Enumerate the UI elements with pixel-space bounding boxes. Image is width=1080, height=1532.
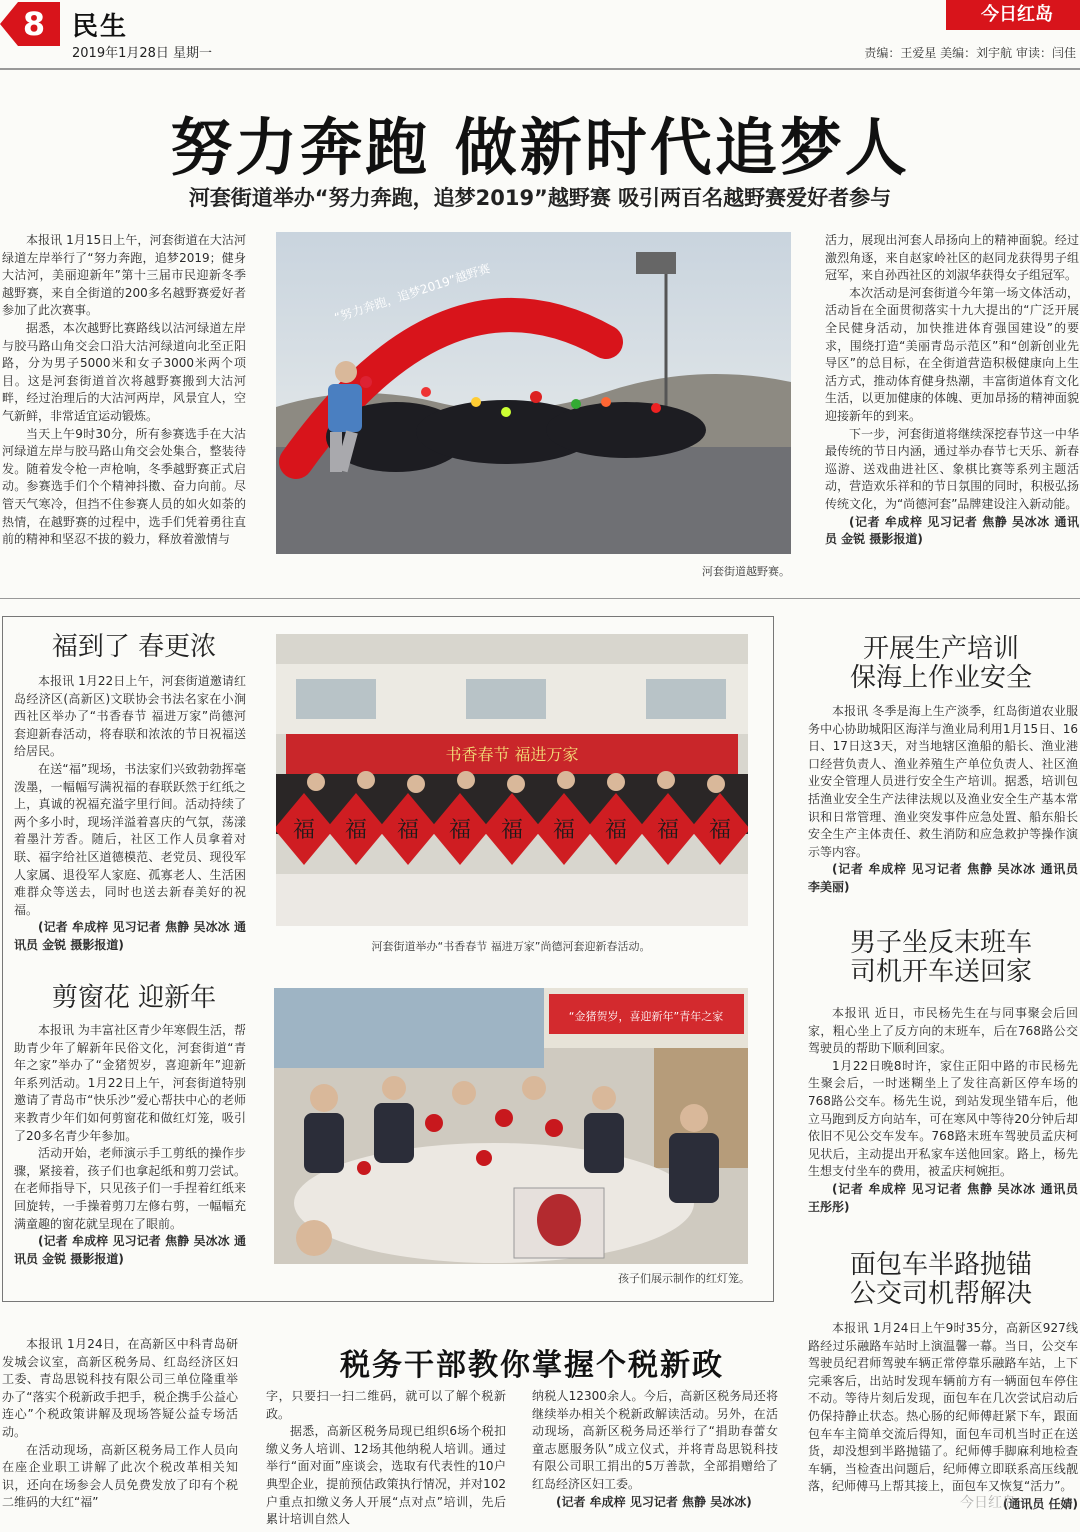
tax-paragraph: 在活动现场，高新区税务局工作人员向在座企业职工讲解了此次个税改革相关知识，还向在场参会人员免费发放了印有个税二维码的大红“福”: [2, 1442, 238, 1510]
header-rule: [0, 68, 1080, 70]
lead-paragraph: 当天上午9时30分，所有参赛选手在大沽河绿道左岸与胶马路山角交会处集合，整装待发。随着发令枪一声枪响，冬季越野赛正式启动。参赛选手们个个精神抖擞、奋力向前。尽管天气寒冷，但挡不住参赛人员的如火如荼的热情，在越野赛的过程中，选手们凭着勇往直前的精神和坚忍不拔的毅力，释放着激情与: [2, 426, 246, 547]
van-paragraph: 本报讯 1月24日上午9时35分，高新区927线路经过乐融路车站时上演温馨一幕。当日，公交车驾驶员纪君师驾驶车辆正常停靠乐融路车站，上下完乘客后，出站时发现车辆前方有一辆面包车停住不动。等待片刻后发现，面包车在几次尝试启动后仍保持静止状态。热心肠的纪师傅赶紧下车，跟面包车车主简单交流后得知，面包车司机当时正在送货，却没想到半路抛锚了。纪师傅手脚麻利地检查车辆，当检查出问题后，纪师傅立即联系高压线靓落，纪师傅马上帮其接上，面包车又恢复“活力”。: [808, 1321, 1078, 1494]
fu-character: 福: [344, 818, 368, 843]
lead-column-left: [2, 232, 246, 584]
tax-paragraph: 本报讯 1月24日，在高新区中科青岛研发城会议室，高新区税务局、红岛经济区妇工委、青岛思锐科技有限公司三单位隆重举办了“落实个税新政手把手，税企携手公益心连心”个税政策讲解及现场答疑公益专场活动。: [2, 1337, 238, 1439]
arch-banner-text: “努力奔跑，追梦2019”越野赛: [332, 261, 492, 325]
calligraphy-photo-caption: 河套街道举办“书香春节 福进万家”尚德河套迎新春活动。: [371, 940, 651, 953]
tax-column-1: [2, 1336, 238, 1530]
section-divider: [0, 598, 1080, 599]
van-byline: (通讯员 任婧): [1002, 1496, 1078, 1511]
tax-column-2: [266, 1388, 506, 1530]
bus-paragraph: 1月22日晚8时许，家住正阳中路的市民杨先生聚会后，一时迷糊坐上了发往高新区停车场的768路公交车。杨先生说，到站发现坐错车后，他立马跑到反方向站车，可在寒风中等待20分钟后却依旧不见公交车发车。768路末班车驾驶员孟庆柯见状后，主动提出开私家车送他回家。路上，杨先生想支付坐车的费用，被孟庆柯婉拒。: [808, 1058, 1078, 1179]
fu-character: 福: [448, 818, 472, 843]
fu-paragraph: 本报讯 1月22日上午，河套街道邀请红岛经济区(高新区)文联协会书法名家在小涧西社区举办了“书香春节 福进万家”尚德河套迎新春活动，将春联和浓浓的节日祝福送给居民。: [14, 674, 246, 759]
fishing-paragraph: 本报讯 冬季是海上生产淡季，红岛街道农业服务中心协助城阳区海洋与渔业局利用1月15日、16日、17日这3天，对当地辖区渔船的船长、渔业港口经营负责人、渔业养殖生产单位负责人、社区渔业安全管理人员进行安全生产培训。据悉，培训包括渔业安全生产法律法规以及渔业安全生产基本常识和日常管理、渔业突发事件应急处置、船东船长安全生产主体责任、救生消防和应急救护等操作演示等内容。: [808, 704, 1078, 859]
fu-character: 福: [552, 818, 576, 843]
van-story-body: [808, 1320, 1078, 1530]
lead-byline: (记者 牟成梓 见习记者 焦静 吴冰冰 通讯员 金锐 摄影报道): [825, 514, 1079, 547]
calligraphy-photo: [276, 634, 748, 926]
fu-story-body: [14, 673, 246, 955]
lead-paragraph: 本报讯 1月15日上午，河套街道在大沽河绿道左岸举行了“努力奔跑，追梦2019；健身大沽河，美丽迎新年”第十三届市民迎新冬季越野赛，来自全街道的200多名越野赛爱好者参加了此次赛事。: [2, 233, 246, 318]
brand-logo: 今日红岛: [954, 0, 1080, 30]
tax-story-title: 税务干部教你掌握个税新政: [340, 1348, 724, 1383]
watermark: 今日红岛: [960, 1495, 1016, 1511]
papercut-photo-caption: 孩子们展示制作的红灯笼。: [618, 1272, 750, 1285]
lead-paragraph: 本次活动是河套街道今年第一场文体活动，活动旨在全面贯彻落实十九大提出的“广泛开展全民健身活动，加快推进体育强国建设”的要求，围绕打造“美丽青岛示范区”和“创新创业先导区”的总目标，在全街道营造积极健康向上生活方式，推动体育健身热潮，丰富街道体育文化生活，以更加健康的体魄、更加昂扬的精神面貌迎接新年的到来。: [825, 285, 1079, 423]
calligraphy-banner-text: 书香春节 福进万家: [445, 745, 579, 764]
fu-character: 福: [500, 818, 524, 843]
lead-paragraph: 下一步，河套街道将继续深挖春节这一中华最传统的节日内涵，通过举办春节七天乐、新春巡游、送戏曲进社区、象棋比赛等系列主题活动，营造欢乐祥和的节日氛围的同时，积极弘扬传统文化，为“尚德河套”品牌建设注入新动能。: [825, 426, 1079, 511]
fu-character: 福: [708, 818, 732, 843]
fu-character: 福: [656, 818, 680, 843]
issue-date: 2019年1月28日 星期一: [72, 46, 213, 61]
lead-paragraph: 据悉，本次越野比赛路线以沽河绿道左岸与胶马路山角交会口沿大沽河绿道向北至正阳路，分为男子5000米和女子3000米两个项目。这是河套街道首次将越野赛搬到大沽河畔，经过治理后的大沽河两岸，风景宜人，空气新鲜，非常适宜运动锻炼。: [2, 320, 246, 423]
papercut-photo-illustration: [274, 988, 748, 1264]
race-photo-caption: 河套街道越野赛。: [702, 565, 790, 578]
section-name: 民生: [72, 12, 129, 42]
fu-byline: (记者 牟成梓 见习记者 焦静 吴冰冰 通讯员 金锐 摄影报道): [14, 920, 246, 952]
fu-character: 福: [292, 818, 316, 843]
fishing-story-body: [808, 703, 1078, 897]
fu-paragraph: 在送“福”现场，书法家们兴致勃勃挥毫泼墨，一幅幅写满祝福的春联跃然于红纸之上，真诚的祝福充溢字里行间。活动持续了两个多小时，现场洋溢着喜庆的气氛，荡漾着墨汁芳香。随后，社区工作人员拿着对联、福字给社区道德模范、老党员、现役军人家属、退役军人家庭、孤寡老人、生活困难群众等送去，同时也送去新春美好的祝福。: [14, 761, 246, 917]
calligraphy-photo-illustration: [276, 634, 748, 926]
van-title-line2: 公交司机帮解决: [849, 1279, 1032, 1309]
fu-character: 福: [396, 818, 420, 843]
papercut-banner-text: “金猪贺岁，喜迎新年”青年之家: [568, 1010, 724, 1023]
van-title-line1: 面包车半路抛锚: [849, 1250, 1032, 1280]
fu-story-title: 福到了 春更浓: [51, 632, 217, 662]
lead-column-right: [825, 232, 1079, 584]
paper-paragraph: 活动开始，老师演示手工剪纸的操作步骤，紧接着，孩子们也拿起纸和剪刀尝试。在老师指导下，只见孩子们一手捏着红纸来回旋转，一手操着剪刀左修右剪，一幅幅充满童趣的窗花就呈现在了眼前。: [14, 1146, 246, 1231]
bus-title-line1: 男子坐反末班车: [849, 928, 1032, 958]
tax-paragraph: 据悉，高新区税务局现已组织6场个税扣缴义务人培训、12场其他纳税人培训。通过举行“面对面”座谈会，选取有代表性的10户典型企业，提前预估政策执行情况，并对102户重点扣缴义务人开展“点对点”培训，先后累计培训自然人: [266, 1424, 506, 1527]
fishing-title-line1: 开展生产培训: [862, 634, 1019, 664]
bus-title-line2: 司机开车送回家: [849, 957, 1032, 987]
race-photo: [276, 232, 791, 554]
lead-subtitle: 河套街道举办“努力奔跑，追梦2019”越野赛 吸引两百名越野赛爱好者参与: [188, 186, 892, 210]
race-photo-illustration: [276, 232, 791, 554]
editors-credit: 责编：王爱星 美编：刘宇航 审读：闫佳: [864, 46, 1076, 60]
papercut-photo: [274, 988, 748, 1264]
fishing-byline: (记者 牟成梓 见习记者 焦静 吴冰冰 通讯员 李美丽): [808, 862, 1078, 894]
lead-paragraph: 活力，展现出河套人昂扬向上的精神面貌。经过激烈角逐，来自赵家岭社区的赵同龙获得男子组冠军，来自孙西社区的刘淑华获得女子组冠军。: [825, 233, 1079, 283]
paper-story-body: [14, 1022, 246, 1290]
tax-paragraph: 字，只要扫一扫二维码，就可以了解个税新政。: [266, 1389, 506, 1421]
bus-story-body: [808, 1005, 1078, 1217]
tax-paragraph: 纳税人12300余人。今后，高新区税务局还将继续举办相关个税新政解读活动。另外，在活动现场，高新区税务局还举行了“捐助春蕾女童志愿服务队”成立仪式，并将青岛思锐科技有限公司职工捐出的5万善款，全部捐赠给了红岛经济区妇工委。: [532, 1389, 778, 1491]
lead-headline: 努力奔跑 做新时代追梦人: [170, 111, 910, 184]
paper-story-title: 剪窗花 迎新年: [51, 983, 217, 1013]
bus-paragraph: 本报讯 近日，市民杨先生在与同事聚会后回家，粗心坐上了反方向的末班车，后在768路公交驾驶员的帮助下顺利回家。: [808, 1006, 1078, 1056]
tax-byline: (记者 牟成梓 见习记者 焦静 吴冰冰): [556, 1494, 752, 1509]
fishing-title-line2: 保海上作业安全: [849, 663, 1032, 693]
brand-accent: [946, 0, 954, 30]
tax-column-3: [532, 1388, 778, 1530]
paper-paragraph: 本报讯 为丰富社区青少年寒假生活，帮助青少年了解新年民俗文化，河套街道“青年之家”举办了“金猪贺岁，喜迎新年”迎新年系列活动。1月22日上午，河套街道特别邀请了青岛市“快乐沙”爱心帮扶中心的老师来教青少年们如何剪窗花和做红灯笼，吸引了20多名青少年参加。: [14, 1023, 246, 1143]
fu-character: 福: [604, 818, 628, 843]
bus-byline: (记者 牟成梓 见习记者 焦静 吴冰冰 通讯员 王彤彤): [808, 1181, 1078, 1214]
page-number: 8: [22, 5, 46, 43]
paper-byline: (记者 牟成梓 见习记者 焦静 吴冰冰 通讯员 金锐 摄影报道): [14, 1234, 246, 1266]
